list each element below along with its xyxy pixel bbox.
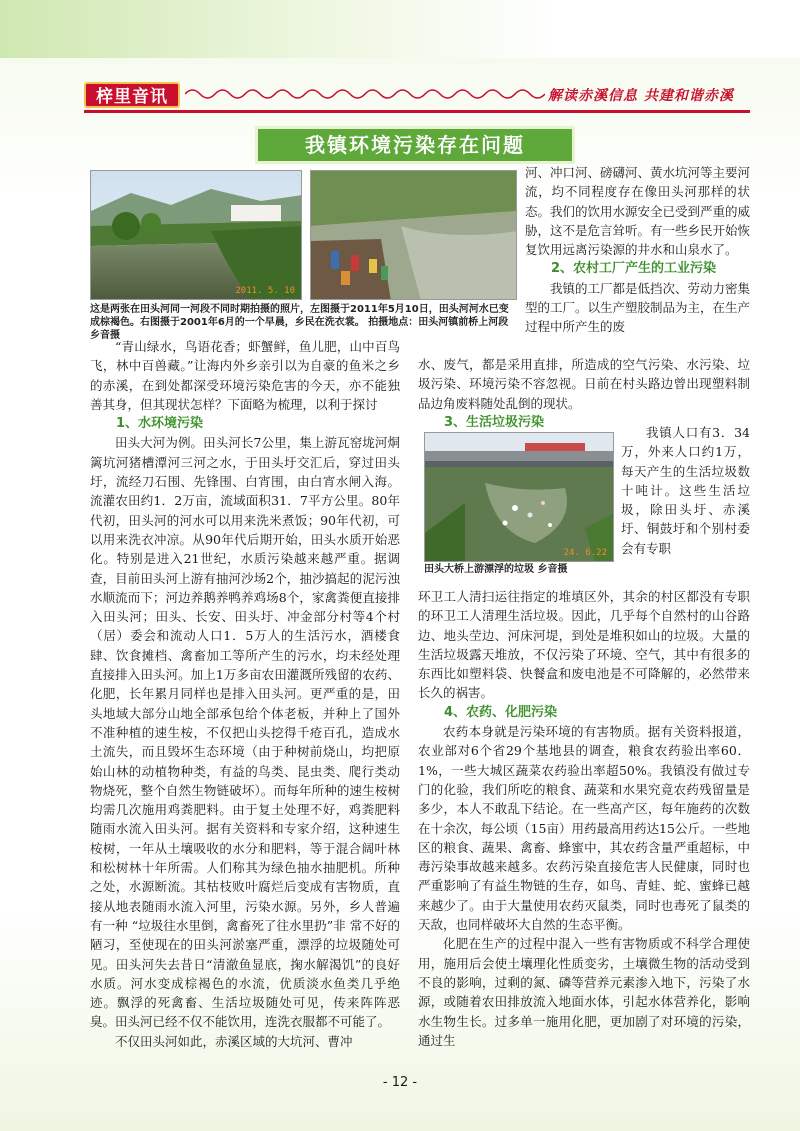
pesticide-paragraph: 农药本身就是污染环境的有害物质。据有关资料报道，农业部对6个省29个基地县的调查，粮食农药验出率60．1%，一些大城区蔬菜农药验出率超50%。我镇没有做过专门的化验，我们所吃的粮食、蔬菜和水果究竟农药残留量是多少，本人不敢乱下结论。在一些高产区，每年施药的次数在十余次，每公顷（15亩）用药最高用药达15公斤。一些地区的粮食、蔬果、禽畜、蜂蜜中，其农药含量严重超标，中毒污染事故越来越多。农药污染直接危害人民健康，同时也严重影响了有益生物链的生存，如鸟、青蛙、蛇、蜜蜂已越来越少了。由于大量使用农药灭鼠类，同时也毒死了鼠类的天敌，也同样破坏大自然的生态平衡。 xyxy=(418,724,750,933)
rivers-continued-paragraph: 河、冲口河、磅礴河、黄水坑河等主要河流，均不同程度存在像田头河那样的状态。我们的饮用水源安全已受到严重的威胁，这不是危言耸听。有一些乡民开始恢复饮用远离污染源的井水和山泉水了。 xyxy=(525,165,751,258)
header-slogan: 解读赤溪信息 共建和谐赤溪 xyxy=(548,88,734,104)
section-heading-4: 4、农药、化肥污染 xyxy=(444,704,558,720)
magazine-logo: 梓里音讯 xyxy=(84,82,180,108)
left-column xyxy=(90,337,400,1051)
photo-floating-garbage xyxy=(424,432,614,562)
right-column-beside-photo xyxy=(621,423,750,558)
wave-ornament xyxy=(185,86,545,102)
page-number: - 12 - xyxy=(382,1075,418,1090)
photo-date-stamp: 2011. 5. 10 xyxy=(235,286,295,296)
industrial-paragraph-a: 我镇的工厂都是低挡次、劳动力密集型的工厂。以生产塑胶制品为主，在生产过程中所产生的废 xyxy=(525,280,751,335)
header-rule xyxy=(84,110,750,113)
article-title-box xyxy=(255,126,575,164)
garbage-photo-caption: 田头大桥上游漂浮的垃圾 乡音摄 xyxy=(424,564,568,575)
garbage-illustration xyxy=(425,433,614,562)
river-2011-illustration xyxy=(91,171,302,300)
right-column-top xyxy=(525,163,750,337)
section-heading-2: 2、农村工厂产生的工业污染 xyxy=(551,261,717,277)
fertilizer-paragraph: 化肥在生产的过程中混入一些有害物质或不科学合理使用，施用后会使土壤理化性质变劣，土壤微生物的活动受到不良的影响，过剩的氮、磷等营养元素渗入地下，污染了水源，或随着农田排放流入地面水体，引起水体营养化，影响水生物生长。过多单一施用化肥，更加剧了对环境的污染，通过生 xyxy=(418,936,750,1048)
garbage-paragraph-a: 我镇人口有3．34万，外来人口约1万，每天产生的生活垃圾数十吨计。这些生活垃圾，除田头圩、赤溪圩、铜鼓圩和个别村委会有专职 xyxy=(621,425,750,556)
photo-washing-2001 xyxy=(310,170,517,300)
washing-illustration xyxy=(311,171,517,300)
industrial-paragraph-b: 水、废气，都是采用直排，所造成的空气污染、水污染、垃圾污染、环境污染不容忽视。日前在村头路边曾出现塑料制品边角废料随处乱倒的现状。 xyxy=(418,357,750,411)
photo-caption: 这是两张在田头河同一河段不同时期拍摄的照片，左图摄于2011年5月10日，田头河河水已变成棕褐色。右图摄于2001年6月的一个早晨，乡民在洗衣裳。 拍摄地点：田头河镇前桥上河段 乡音摄 xyxy=(90,304,509,341)
leaf-decoration xyxy=(0,0,800,58)
article-title: 我镇环境污染存在问题 xyxy=(258,129,572,161)
photo3-date-stamp: 24. 6.22 xyxy=(563,548,607,558)
photo-river-2011 xyxy=(90,170,302,300)
section-heading-3: 3、生活垃圾污染 xyxy=(444,414,545,430)
right-column-bottom xyxy=(418,587,750,1050)
other-rivers-paragraph: 不仅田头河如此，赤溪区域的大坑河、曹冲 xyxy=(115,1033,353,1049)
right-column-middle xyxy=(418,355,750,432)
garbage-paragraph-b: 环卫工人清扫运往指定的堆填区外，其余的村区都没有专职的环卫工人清理生活垃圾。因此，几乎每个自然村的山谷路边、地头茔边、河床河堤，到处是堆积如山的垃圾。大量的生活垃圾露天堆放，不仅污染了环境、空气，其中有很多的东西比如塑料袋、快餐盒和废电池是不可降解的，必然带来长久的祸害。 xyxy=(418,589,750,701)
water-pollution-paragraph: 田头大河为例。田头河长7公里，集上游瓦窑垅河烔篱坑河猪槽潭河三河之水，于田头圩交汇后，穿过田头圩，流经刀石围、先锋围、白宵围，由白宵水闸入海。流灌农田约1．2万亩，流域面积31．7平方公里。80年代初，田头河的河水可以用来洗米煮饭；90年代初，可以用来洗衣冲凉。从90年代后期开始，田头水质开始恶化。特别是进入21世纪，水质污染越来越严重。据调查，目前田头河上游有抽河沙场2个，抽沙搞起的泥污浊水顺流而下；河边养鹅养鸭养鸡场8个，家禽粪便直接排入田头河；田头、长安、田头圩、冲金部分村等4个村（居）委会和流动人口1．5万人的生活污水，酒楼食肆、饮食摊档、禽畜加工等所产生的污水，均未经处理直接排入田头河。加上1万多亩农田灌溉所残留的农药、化肥，长年累月同样也是排入田头河。更严重的是，田头地域大部分山地全部承包给个体老板，并种上了国外不准种植的速生桉，不仅把山头挖得千疮百孔，造成水土流失，而且毁坏生态环境（由于种树前烧山，均把原始山林的动植物种类，有益的鸟类、昆虫类、爬行类动物烧死，整个自然生物链破坏）。而每年所种的速生桉树均需几次施用鸡粪肥料。由于复土处理不好，鸡粪肥料随雨水流入田头河。据有关资料和专家介绍，这种速生桉树，一年从土壤吸收的水分和肥料，等于混合阔叶林和松树林十年所需。人们称其为绿色抽水抽肥机。所种之处，水源断流。其枯枝败叶腐烂后变成有害物质，直接从地表随雨水流入河里，污染水源。另外，乡人普遍有一种 “垃圾往水里倒，禽畜死了往水里扔”非 常不好的陋习，至使现在的田头河淤塞严重，漂浮的垃圾随处可见。田头河失去昔日“清澈鱼显底，掬水解渴饥”的良好水质。河水变成棕褐色的水流，优质淡水鱼类几乎绝迹。飘浮的死禽畜、生活垃圾随处可见，传来阵阵恶臭。田头河已经不仅不能饮用，连洗衣服都不可能了。 xyxy=(90,435,400,1030)
intro-paragraph: “青山绿水，鸟语花香；虾蟹鲜，鱼儿肥，山中百鸟飞，林中百兽藏。”让海内外乡亲引以为自豪的鱼米之乡的赤溪，在到处都深受环境污染危害的今天，亦不能独善其身，但其现状怎样？下面略为梳理，以利于探讨 xyxy=(90,339,400,412)
section-heading-1: 1、水环境污染 xyxy=(116,416,204,432)
